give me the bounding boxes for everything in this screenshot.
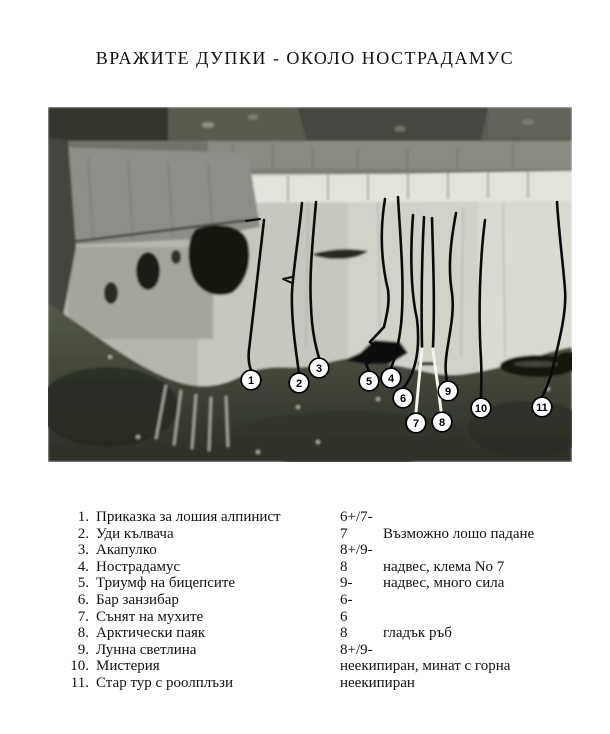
route-row (62, 609, 534, 626)
route-grade: неекипиран, минат с горна (340, 658, 511, 675)
route-name: Триумф на бицепсите (96, 575, 236, 592)
route-marker-1 (241, 370, 261, 390)
route-grade: 9- (340, 575, 353, 592)
route-row (62, 625, 534, 642)
route-grade: 6 (340, 608, 348, 625)
route-number: 1. (77, 509, 89, 525)
route-marker-8 (432, 412, 452, 432)
marker-number: 4 (387, 373, 395, 385)
marker-number: 7 (412, 418, 420, 430)
route-grade: 8 (340, 558, 348, 575)
route-number: 8. (77, 625, 89, 642)
route-marker-4 (381, 368, 401, 388)
page-title: ВРАЖИТЕ ДУПКИ - ОКОЛО НОСТРАДАМУС (95, 48, 515, 68)
route-note: надвес, клема No 7 (383, 558, 505, 575)
route-name: Бар занзибар (96, 591, 179, 608)
route-marker-5 (359, 371, 379, 391)
route-grade: 6+/7- (340, 509, 373, 525)
route-note: гладък ръб (383, 625, 452, 642)
route-number: 11. (70, 674, 89, 691)
route-name: Акапулко (96, 542, 157, 559)
marker-number: 9 (444, 386, 452, 398)
route-marker-6 (393, 388, 413, 408)
marker-number: 6 (399, 393, 407, 405)
route-grade: 8+/9- (340, 641, 373, 658)
route-name: Нострадамус (96, 558, 181, 575)
route-row (62, 592, 534, 609)
route-number: 4. (77, 558, 89, 575)
cliff-photo-drawing (48, 107, 572, 462)
route-row (62, 658, 534, 675)
marker-number: 10 (474, 403, 488, 415)
route-number: 2. (77, 525, 89, 542)
route-marker-9 (438, 381, 458, 401)
route-name: Арктически паяк (96, 625, 206, 642)
route-number: 6. (77, 591, 89, 608)
route-marker-11 (532, 397, 552, 417)
marker-number: 5 (365, 376, 373, 388)
route-list (62, 509, 534, 692)
route-marker-3 (309, 358, 329, 378)
route-name: Сънят на мухите (96, 608, 204, 625)
route-name: Приказка за лошия алпинист (96, 509, 281, 525)
route-row (62, 675, 534, 692)
route-name: Стар тур с роолплъзи (96, 674, 233, 691)
route-grade: 8 (340, 625, 348, 642)
route-note: Възможно лошо падане (383, 525, 535, 542)
route-name: Лунна светлина (96, 641, 197, 658)
route-grade: неекипиран (340, 674, 415, 691)
route-row (62, 575, 534, 592)
route-row (62, 526, 534, 543)
route-marker-7 (406, 413, 426, 433)
route-number: 9. (77, 641, 89, 658)
route-grade: 8+/9- (340, 542, 373, 559)
route-number: 7. (77, 608, 89, 625)
route-number: 10. (70, 658, 89, 675)
route-row (62, 542, 534, 559)
route-marker-2 (289, 373, 309, 393)
route-name: Уди кълвача (96, 525, 174, 542)
marker-number: 11 (536, 402, 548, 414)
route-row (62, 642, 534, 659)
route-line-8-upper (432, 218, 434, 347)
route-marker-10 (471, 398, 491, 418)
route-number: 5. (77, 575, 89, 592)
route-row (62, 509, 534, 526)
route-grade: 6- (340, 591, 353, 608)
marker-number: 2 (295, 378, 303, 390)
route-note: надвес, много сила (383, 575, 505, 592)
marker-number: 3 (315, 363, 323, 375)
route-name: Мистерия (96, 658, 160, 675)
topo-photo (48, 107, 572, 462)
route-row (62, 559, 534, 576)
marker-number: 1 (247, 375, 255, 387)
marker-number: 8 (438, 417, 446, 429)
route-grade: 7 (340, 525, 348, 542)
route-number: 3. (77, 542, 89, 559)
